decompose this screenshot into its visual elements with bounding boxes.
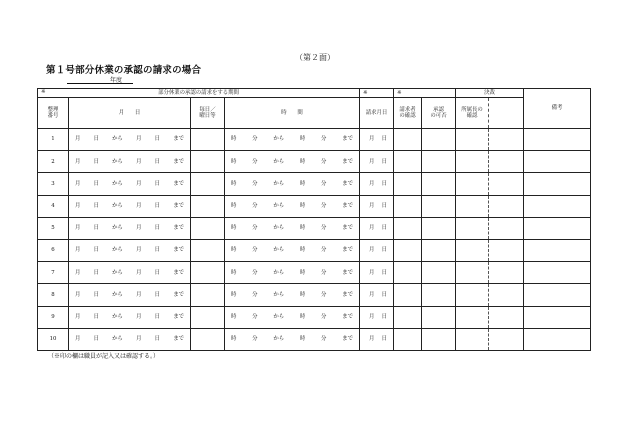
row-number: 2 (38, 151, 69, 173)
date-unit-label: 日 (93, 136, 99, 143)
date-unit-label: 日 (93, 247, 99, 254)
request-date-field[interactable] (360, 195, 394, 217)
date-range-field[interactable] (69, 173, 191, 195)
weekday-field[interactable] (191, 306, 225, 328)
date-unit-label: から (112, 136, 123, 143)
time-unit-label: 分 (321, 136, 327, 143)
date-unit-label: 月 (75, 180, 81, 187)
remarks-field[interactable] (524, 173, 591, 195)
period-heading-cell (38, 89, 360, 98)
request-date-unit-label: 日 (381, 225, 387, 232)
approval-field[interactable] (422, 195, 456, 217)
time-unit-label: 分 (252, 313, 258, 320)
requester-check-field[interactable] (394, 217, 422, 239)
remarks-field[interactable] (524, 217, 591, 239)
director-check-field[interactable] (456, 173, 489, 195)
date-unit-label: 月 (75, 291, 81, 298)
weekday-heading-text: 毎日／ 曜日等 (199, 106, 216, 119)
date-unit-label: 日 (154, 203, 161, 210)
request-date-unit-label: 日 (381, 158, 387, 165)
date-unit-label: から (112, 313, 123, 320)
date-unit-label: から (112, 291, 123, 298)
time-unit-label: から (273, 336, 285, 343)
row-number: 3 (38, 173, 69, 195)
approval-field[interactable] (422, 262, 456, 284)
request-date-unit-label: 月 (369, 180, 375, 187)
time-range-field[interactable] (225, 151, 360, 173)
date-unit-label: 日 (154, 291, 161, 298)
time-range-field[interactable] (225, 129, 360, 151)
table-row (38, 217, 591, 239)
date-range-field[interactable] (69, 151, 191, 173)
table-row (38, 328, 591, 350)
time-heading: 時 間 (225, 98, 360, 129)
time-unit-label: まで (342, 180, 353, 187)
row-number: 7 (38, 262, 69, 284)
time-unit-label: まで (342, 247, 353, 254)
approval-field[interactable] (422, 217, 456, 239)
time-unit-label: 時 (231, 336, 237, 343)
weekday-field[interactable] (191, 217, 225, 239)
director-check-heading (456, 98, 489, 129)
requester-check-field[interactable] (394, 129, 422, 151)
approval-field[interactable] (422, 151, 456, 173)
requester-check-heading (394, 98, 422, 129)
decision-field[interactable] (489, 239, 524, 261)
table-row (38, 129, 591, 151)
date-unit-label: 月 (136, 158, 142, 165)
time-unit-label: から (273, 158, 285, 165)
table-row (38, 284, 591, 306)
time-unit-label: 分 (321, 247, 327, 254)
row-number: 6 (38, 239, 69, 261)
date-unit-label: から (112, 203, 123, 210)
time-range-field[interactable] (225, 328, 360, 350)
request-date-unit-label: 日 (381, 180, 387, 187)
approval-heading-text: 承認 の可否 (430, 106, 447, 119)
director-check-field[interactable] (456, 328, 489, 350)
approval-field[interactable] (422, 129, 456, 151)
remarks-field[interactable] (524, 151, 591, 173)
director-check-field[interactable] (456, 239, 489, 261)
time-unit-label: 分 (321, 269, 327, 276)
decision-field[interactable] (489, 306, 524, 328)
date-unit-label: 月 (136, 203, 142, 210)
approval-field[interactable] (422, 328, 456, 350)
time-unit-label: 分 (252, 247, 258, 254)
request-date-unit-label: 月 (369, 136, 375, 143)
requester-check-field[interactable] (394, 173, 422, 195)
time-unit-label: まで (342, 269, 353, 276)
date-range-field[interactable] (69, 195, 191, 217)
date-unit-label: まで (173, 313, 184, 320)
time-unit-label: 時 (299, 136, 306, 143)
time-unit-label: 時 (299, 158, 306, 165)
request-date-field[interactable] (360, 306, 394, 328)
decision-blank-heading (489, 98, 524, 129)
request-date-mark: ※ (360, 89, 394, 98)
date-unit-label: まで (173, 269, 184, 276)
requester-check-field[interactable] (394, 239, 422, 261)
approval-heading (422, 98, 456, 129)
request-date-field[interactable] (360, 284, 394, 306)
number-heading-text: 整理 番号 (47, 106, 59, 119)
weekday-field[interactable] (191, 284, 225, 306)
date-unit-label: 日 (154, 247, 161, 254)
decision-field[interactable] (489, 262, 524, 284)
time-unit-label: 分 (252, 158, 258, 165)
weekday-field[interactable] (191, 195, 225, 217)
request-date-field[interactable] (360, 129, 394, 151)
date-unit-label: から (112, 225, 123, 232)
time-unit-label: 時 (299, 269, 306, 276)
row-number: 10 (38, 328, 69, 350)
time-unit-label: 時 (299, 203, 306, 210)
remarks-field[interactable] (524, 129, 591, 151)
time-unit-label: 分 (252, 291, 258, 298)
date-unit-label: 月 (75, 158, 81, 165)
date-unit-label: まで (173, 225, 184, 232)
time-unit-label: 分 (321, 336, 327, 343)
form-title: 第１号部分休業の承認の請求の場合 (46, 65, 202, 76)
date-unit-label: から (112, 180, 123, 187)
time-unit-label: 時 (299, 313, 306, 320)
date-range-field[interactable] (69, 239, 191, 261)
time-unit-label: 時 (231, 158, 237, 165)
weekday-field[interactable] (191, 328, 225, 350)
request-date-field[interactable] (360, 151, 394, 173)
time-unit-label: 分 (321, 313, 327, 320)
number-heading (38, 98, 69, 129)
time-unit-label: 時 (299, 291, 306, 298)
date-unit-label: 日 (154, 136, 161, 143)
date-unit-label: まで (173, 247, 184, 254)
request-date-unit-label: 日 (381, 269, 387, 276)
requester-check-text: 請求者 の確認 (399, 106, 416, 119)
requester-check-field[interactable] (394, 284, 422, 306)
table-row (38, 239, 591, 261)
row-number: 1 (38, 129, 69, 151)
time-unit-label: 時 (231, 225, 237, 232)
remarks-field[interactable] (524, 284, 591, 306)
requester-check-field[interactable] (394, 195, 422, 217)
director-check-field[interactable] (456, 129, 489, 151)
time-unit-label: 分 (321, 291, 327, 298)
time-unit-label: 時 (231, 203, 237, 210)
row-number: 5 (38, 217, 69, 239)
request-date-field[interactable] (360, 173, 394, 195)
remarks-field[interactable] (524, 239, 591, 261)
director-check-field[interactable] (456, 151, 489, 173)
time-unit-label: 分 (321, 180, 327, 187)
requester-check-field[interactable] (394, 306, 422, 328)
director-check-field[interactable] (456, 284, 489, 306)
request-date-unit-label: 月 (369, 291, 375, 298)
year-underline (67, 83, 133, 84)
request-date-unit-label: 日 (381, 336, 387, 343)
time-unit-label: 分 (252, 180, 258, 187)
date-unit-label: 月 (75, 203, 81, 210)
date-unit-label: 日 (93, 225, 99, 232)
request-date-field[interactable] (360, 217, 394, 239)
table-row (38, 151, 591, 173)
weekday-field[interactable] (191, 239, 225, 261)
date-unit-label: 日 (154, 180, 161, 187)
time-unit-label: 分 (321, 158, 327, 165)
approval-field[interactable] (422, 306, 456, 328)
page-label: （第２面） (295, 53, 335, 62)
date-unit-label: 月 (75, 136, 81, 143)
time-unit-label: から (273, 136, 285, 143)
approval-field[interactable] (422, 239, 456, 261)
remarks-heading: 備考 (524, 89, 591, 129)
table-row (38, 306, 591, 328)
time-range-field[interactable] (225, 262, 360, 284)
request-date-unit-label: 日 (381, 136, 387, 143)
request-date-unit-label: 月 (369, 225, 375, 232)
time-unit-label: まで (342, 203, 353, 210)
date-unit-label: まで (173, 180, 184, 187)
time-unit-label: から (273, 203, 285, 210)
time-unit-label: まで (342, 225, 353, 232)
time-unit-label: 分 (252, 269, 258, 276)
time-unit-label: 時 (299, 336, 306, 343)
row-number: 9 (38, 306, 69, 328)
time-unit-label: 時 (231, 136, 237, 143)
requester-check-field[interactable] (394, 262, 422, 284)
time-unit-label: 分 (252, 336, 258, 343)
table-row (38, 173, 591, 195)
row-number: 8 (38, 284, 69, 306)
remarks-field[interactable] (524, 328, 591, 350)
director-check-field[interactable] (456, 195, 489, 217)
date-unit-label: 日 (154, 336, 161, 343)
time-range-field[interactable] (225, 217, 360, 239)
decision-field[interactable] (489, 173, 524, 195)
time-unit-label: まで (342, 313, 353, 320)
request-date-unit-label: 日 (381, 313, 387, 320)
row-number: 4 (38, 195, 69, 217)
date-range-field[interactable] (69, 306, 191, 328)
date-unit-label: 日 (93, 291, 99, 298)
date-range-field[interactable] (69, 328, 191, 350)
date-unit-label: 月 (136, 269, 142, 276)
time-unit-label: 時 (231, 291, 237, 298)
request-date-unit-label: 月 (369, 336, 375, 343)
remarks-field[interactable] (524, 195, 591, 217)
weekday-field[interactable] (191, 151, 225, 173)
date-unit-label: 月 (136, 313, 142, 320)
time-unit-label: 時 (231, 180, 237, 187)
approval-field[interactable] (422, 284, 456, 306)
date-unit-label: まで (173, 136, 184, 143)
request-date-unit-label: 月 (369, 247, 375, 254)
decision-field[interactable] (489, 217, 524, 239)
date-unit-label: まで (173, 158, 184, 165)
asterisk-mark: ※ (41, 89, 46, 95)
time-unit-label: から (273, 291, 285, 298)
date-unit-label: 月 (136, 136, 142, 143)
weekday-field[interactable] (191, 262, 225, 284)
time-range-field[interactable] (225, 306, 360, 328)
time-unit-label: から (273, 225, 285, 232)
date-unit-label: 月 (75, 269, 81, 276)
request-date-unit-label: 月 (369, 203, 375, 210)
approval-field[interactable] (422, 173, 456, 195)
time-unit-label: まで (342, 291, 353, 298)
footnote: （※印の欄は職員が記入又は確認する。） (48, 353, 160, 360)
request-date-unit-label: 月 (369, 313, 375, 320)
request-date-field[interactable] (360, 262, 394, 284)
time-range-field[interactable] (225, 239, 360, 261)
month-day-heading: 月 日 (69, 98, 191, 129)
date-unit-label: 日 (93, 269, 99, 276)
check-mark: ※ (394, 89, 456, 98)
date-unit-label: 月 (75, 336, 81, 343)
date-unit-label: 日 (93, 180, 99, 187)
date-unit-label: 日 (154, 313, 161, 320)
time-unit-label: 時 (231, 313, 237, 320)
date-unit-label: 月 (75, 225, 81, 232)
time-unit-label: まで (342, 158, 353, 165)
date-unit-label: 月 (75, 313, 81, 320)
time-unit-label: まで (342, 336, 353, 343)
date-range-field[interactable] (69, 217, 191, 239)
time-unit-label: 時 (299, 180, 306, 187)
period-heading: 部分休業の承認の請求をする期間 (158, 89, 239, 96)
date-unit-label: 月 (136, 291, 142, 298)
decision-field[interactable] (489, 195, 524, 217)
date-unit-label: 日 (154, 225, 161, 232)
weekday-field[interactable] (191, 129, 225, 151)
request-date-unit-label: 月 (369, 158, 375, 165)
date-unit-label: 月 (75, 247, 81, 254)
date-unit-label: 日 (154, 269, 161, 276)
director-check-text: 所属長の 確認 (461, 106, 483, 119)
date-range-field[interactable] (69, 129, 191, 151)
date-unit-label: 日 (93, 203, 99, 210)
table-row (38, 262, 591, 284)
decision-field[interactable] (489, 328, 524, 350)
time-unit-label: から (273, 269, 285, 276)
time-range-field[interactable] (225, 284, 360, 306)
request-date-unit-label: 日 (381, 247, 387, 254)
time-unit-label: 分 (252, 203, 258, 210)
date-unit-label: 月 (136, 247, 142, 254)
requester-check-field[interactable] (394, 328, 422, 350)
date-unit-label: 日 (93, 158, 99, 165)
time-unit-label: 時 (231, 269, 237, 276)
date-unit-label: 日 (154, 158, 161, 165)
request-date-unit-label: 月 (369, 269, 375, 276)
date-unit-label: から (112, 336, 123, 343)
time-unit-label: から (273, 247, 285, 254)
request-date-field[interactable] (360, 328, 394, 350)
request-date-unit-label: 日 (381, 291, 387, 298)
date-unit-label: まで (173, 291, 184, 298)
date-unit-label: まで (173, 203, 184, 210)
decision-field[interactable] (489, 151, 524, 173)
time-unit-label: 分 (321, 203, 327, 210)
remarks-field[interactable] (524, 262, 591, 284)
remarks-field[interactable] (524, 306, 591, 328)
date-range-field[interactable] (69, 284, 191, 306)
date-unit-label: 月 (136, 180, 142, 187)
date-unit-label: から (112, 247, 123, 254)
time-unit-label: 分 (252, 136, 258, 143)
request-date-heading: 請求月日 (360, 98, 394, 129)
time-unit-label: 時 (299, 247, 306, 254)
request-date-field[interactable] (360, 239, 394, 261)
time-unit-label: 時 (299, 225, 306, 232)
decision-field[interactable] (489, 129, 524, 151)
request-table (37, 88, 591, 351)
time-range-field[interactable] (225, 173, 360, 195)
decision-heading: 決裁 (456, 89, 524, 98)
director-check-field[interactable] (456, 217, 489, 239)
year-label: 年度 (110, 77, 123, 84)
time-unit-label: まで (342, 136, 353, 143)
date-unit-label: 月 (136, 336, 142, 343)
date-range-field[interactable] (69, 262, 191, 284)
table-row (38, 195, 591, 217)
time-unit-label: 時 (231, 247, 237, 254)
time-unit-label: から (273, 180, 285, 187)
weekday-heading (191, 98, 225, 129)
date-unit-label: 月 (136, 225, 142, 232)
time-unit-label: から (273, 313, 285, 320)
request-date-unit-label: 日 (381, 203, 387, 210)
date-unit-label: から (112, 269, 123, 276)
date-unit-label: 日 (93, 313, 99, 320)
date-unit-label: から (112, 158, 123, 165)
time-unit-label: 分 (321, 225, 327, 232)
date-unit-label: まで (173, 336, 184, 343)
time-unit-label: 分 (252, 225, 258, 232)
weekday-field[interactable] (191, 173, 225, 195)
time-range-field[interactable] (225, 195, 360, 217)
requester-check-field[interactable] (394, 151, 422, 173)
director-check-field[interactable] (456, 262, 489, 284)
date-unit-label: 日 (93, 336, 99, 343)
decision-field[interactable] (489, 284, 524, 306)
director-check-field[interactable] (456, 306, 489, 328)
